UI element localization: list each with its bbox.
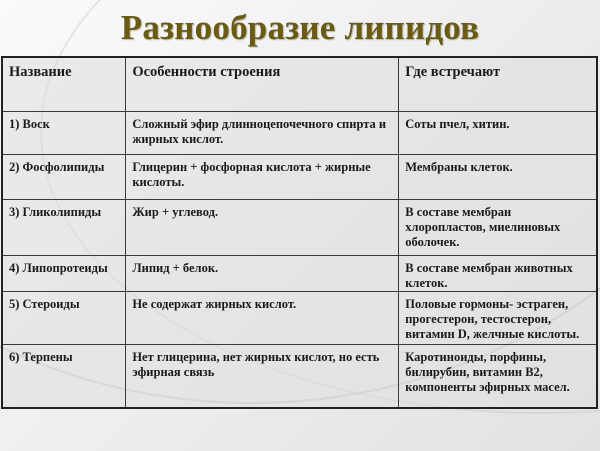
cell-structure: Не содержат жирных кислот. bbox=[126, 291, 399, 344]
table-row bbox=[2, 291, 597, 344]
table-row bbox=[2, 154, 597, 199]
cell-location: Половые гормоны- эстраген, прогестерон, тестостерон, витамин D, желчные кислоты. bbox=[399, 291, 597, 344]
cell-structure: Глицерин + фосфорная кислота + жирные кислоты. bbox=[126, 154, 399, 199]
cell-name: 5) Стероиды bbox=[2, 291, 126, 344]
cell-structure: Жир + углевод. bbox=[126, 199, 399, 255]
table-row bbox=[2, 111, 597, 154]
cell-name: 2) Фосфолипиды bbox=[2, 154, 126, 199]
cell-location: Соты пчел, хитин. bbox=[399, 111, 597, 154]
cell-structure: Сложный эфир длинноцепочечного спирта и жирных кислот. bbox=[126, 111, 399, 154]
cell-structure: Липид + белок. bbox=[126, 255, 399, 291]
cell-location: В составе мембран хлоропластов, миелиновых оболочек. bbox=[399, 199, 597, 255]
cell-location: Каротиноиды, порфины, билирубин, витамин В2, компоненты эфирных масел. bbox=[399, 344, 597, 408]
cell-name: 4) Липопротеиды bbox=[2, 255, 126, 291]
table-header-row bbox=[2, 57, 597, 111]
slide-title: Разнообразие липидов bbox=[120, 8, 480, 47]
header-name: Название bbox=[2, 57, 126, 111]
table-row bbox=[2, 199, 597, 255]
cell-location: В составе мембран животных клеток. bbox=[399, 255, 597, 291]
cell-location: Мембраны клеток. bbox=[399, 154, 597, 199]
table-row bbox=[2, 344, 597, 408]
lipids-table bbox=[1, 56, 598, 409]
cell-name: 3) Гликолипиды bbox=[2, 199, 126, 255]
table-row bbox=[2, 255, 597, 291]
header-location: Где встречают bbox=[399, 57, 597, 111]
header-structure: Особенности строения bbox=[126, 57, 399, 111]
cell-name: 6) Терпены bbox=[2, 344, 126, 408]
cell-structure: Нет глицерина, нет жирных кислот, но есть эфирная связь bbox=[126, 344, 399, 408]
cell-name: 1) Воск bbox=[2, 111, 126, 154]
